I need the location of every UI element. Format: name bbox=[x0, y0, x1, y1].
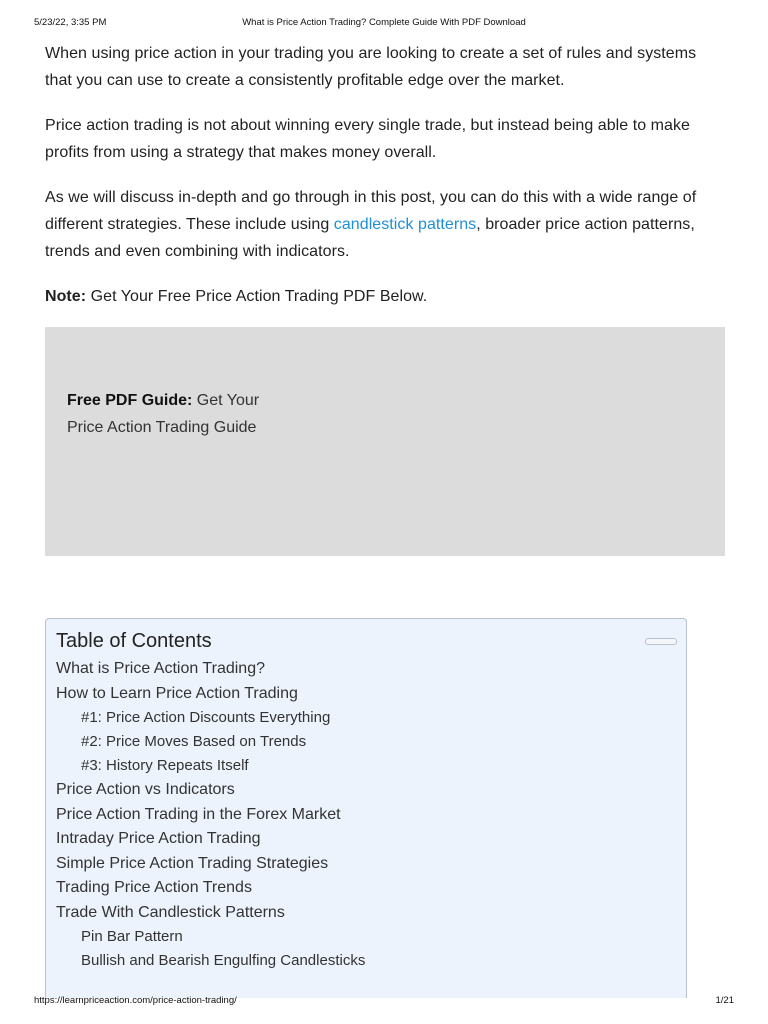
note-text: Get Your Free Price Action Trading PDF Below. bbox=[86, 288, 428, 305]
paragraph-text: , broader price action patterns, trends and even combining with indicators. bbox=[45, 216, 695, 260]
toc-subitem[interactable]: #2: Price Moves Based on Trends bbox=[81, 733, 307, 750]
pdf-guide-label: Free PDF Guide: bbox=[67, 392, 193, 409]
article-paragraph bbox=[45, 184, 725, 265]
print-footer bbox=[0, 995, 768, 1009]
print-page-title: What is Price Action Trading? Complete Guide With PDF Download bbox=[242, 17, 526, 28]
toc-title: Table of Contents bbox=[56, 630, 212, 652]
print-datetime: 5/23/22, 3:35 PM bbox=[34, 17, 107, 28]
paragraph-text: As we will discuss in-depth and go through in this post, you can do this with a wide range of different strategies. These include using bbox=[45, 189, 697, 233]
candlestick-patterns-link[interactable]: candlestick patterns bbox=[333, 216, 477, 233]
toc-item[interactable]: Trading Price Action Trends bbox=[56, 879, 252, 896]
toc-toggle-button[interactable] bbox=[645, 638, 677, 645]
pdf-guide-text bbox=[67, 387, 259, 441]
free-pdf-guide-box[interactable] bbox=[45, 327, 725, 556]
print-header bbox=[0, 17, 768, 31]
toc-item[interactable]: How to Learn Price Action Trading bbox=[56, 684, 298, 702]
toc-item[interactable]: Trade With Candlestick Patterns bbox=[56, 903, 285, 921]
article-body bbox=[45, 40, 725, 328]
toc-item[interactable]: Simple Price Action Trading Strategies bbox=[56, 854, 329, 872]
toc-list bbox=[56, 657, 365, 973]
page-number: 1/21 bbox=[715, 995, 734, 1006]
article-paragraph: Price action trading is not about winning every single trade, but instead being able to make profits from using a strategy that makes money overall. bbox=[45, 117, 690, 161]
toc-item[interactable]: Intraday Price Action Trading bbox=[56, 830, 261, 847]
toc-subitem[interactable]: #3: History Repeats Itself bbox=[81, 757, 249, 774]
toc-subitem[interactable]: Pin Bar Pattern bbox=[81, 928, 183, 945]
toc-item[interactable]: Price Action vs Indicators bbox=[56, 781, 235, 798]
toc-subitem[interactable]: Bullish and Bearish Engulfing Candlesticks bbox=[81, 952, 366, 969]
toc-item[interactable]: Price Action Trading in the Forex Market bbox=[56, 805, 341, 823]
toc-item[interactable]: What is Price Action Trading? bbox=[56, 660, 265, 677]
pdf-guide-line2: Price Action Trading Guide bbox=[67, 419, 257, 436]
toc-subitem[interactable]: #1: Price Action Discounts Everything bbox=[81, 709, 331, 726]
pdf-guide-line1: Get Your bbox=[192, 392, 260, 409]
note-label: Note: bbox=[45, 288, 87, 305]
article-paragraph: When using price action in your trading you are looking to create a set of rules and systems that you can use to create a consistently profitable edge over the market. bbox=[45, 45, 697, 89]
table-of-contents bbox=[45, 618, 687, 998]
note-paragraph bbox=[45, 283, 725, 310]
print-url: https://learnpriceaction.com/price-action-trading/ bbox=[34, 995, 237, 1006]
